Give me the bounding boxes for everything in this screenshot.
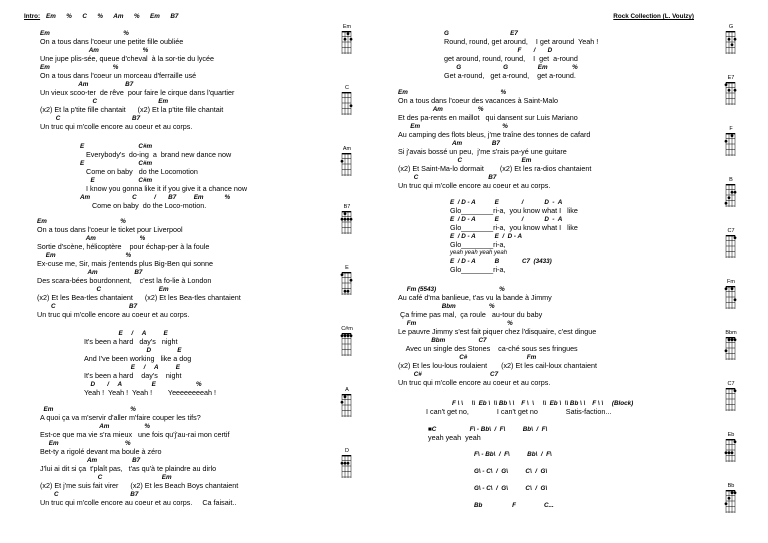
chord-diagram-a [340,387,354,419]
chord-line: E / A E [80,330,168,337]
chord-nut [726,439,735,440]
chord-diagram-e [340,265,354,297]
lyric-line: Everybody's do-ing a brand new dance now [86,150,232,159]
lyric-line: Round, round, get around, I get around Yeah ! [444,37,599,46]
chord-diagram-name: G [728,24,734,30]
lyric-line: On a tous dans l'coeur un morceau d'ferraille usé [40,71,197,80]
chord-line: C Em [37,286,169,293]
chord-diagram-name: E [345,265,349,271]
chord-diagram-f [724,126,738,158]
finger-dot [731,451,734,454]
chord-line: Am % [37,235,146,242]
chord-nut [726,337,735,338]
chord-diagram-c7 [724,381,738,413]
chord-line: E / A E [80,364,180,371]
lyric-line: Un truc qui m'colle encore au coeur et au corps. [398,181,551,190]
chord-line: Am % [398,106,484,113]
chord-nut [342,455,351,456]
chord-grid [340,332,354,358]
chord-grid [724,81,738,107]
lyric-line: Le pauvre Jimmy s'est fait piquer chez l'disquaire, c'est dingue [398,327,597,336]
lyric-line: It's been a hard day's night [84,337,178,346]
chord-line: E C#m [80,160,153,167]
chord-nut [342,153,351,154]
chord-grid [724,489,738,515]
chord-line: Bb F C... [474,502,554,509]
finger-dot [734,389,737,392]
finger-dot [344,334,347,337]
lyric-line: Ça frime pas mal, ça roule au-tour du baby [398,310,543,319]
finger-dot [341,334,344,337]
finger-dot [734,298,737,301]
lyric-line: Avec un single des Stones ca-ché sous ses fringues [398,344,578,353]
chord-line: Em % [40,406,136,413]
chord-line: Em % [398,123,508,130]
finger-dot [731,287,734,290]
lyric-line: I know you gonna like it if you give it a chance now [86,184,248,193]
chord-diagram-bbm [724,330,738,362]
chord-line: Am % [40,47,149,54]
lyric-line: Get a-round, get a-round, get a-round. [444,71,576,80]
finger-dot [341,218,344,221]
finger-dot [341,401,344,404]
chord-line: Am B7 [37,269,143,276]
chord-diagram-name: B7 [343,204,351,210]
chord-nut [726,235,735,236]
chord-grid [340,91,354,117]
lyric-line: Est-ce que ma vie s'ra mieux une fois qu'j'au-rai mon certif [40,430,230,439]
chord-nut [342,31,351,32]
lyric-line: Ex-cuse me, Sir, mais j'entends plus Big-Ben qui sonne [37,259,213,268]
chord-diagram-em [340,24,354,56]
finger-dot [731,338,734,341]
chord-nut [342,272,351,273]
finger-dot [347,290,350,293]
lyric-line: Come on baby do the Loco-motion. [86,201,207,210]
chord-line: Bbm % [398,303,495,310]
chord-line: E C#m [80,143,153,150]
finger-dot [734,89,737,92]
chord-nut [726,133,735,134]
chord-line: F \ \ \\ Eb \ \\ Bb \ \ F \ \ \\ Eb \ \\ Bb \ \ F \ \ (Block) [452,400,634,407]
lyric-line: Au camping des flots bleus, j'me traîne des tonnes de cafard [398,130,591,139]
chord-line: G E7 [444,30,518,37]
chord-diagram-b7 [340,204,354,236]
lyric-line: And I've been working like a dog [84,354,192,363]
chord-diagram-name: Em [342,24,352,30]
chord-nut [726,82,735,83]
chord-diagram-name: A [345,387,349,393]
finger-dot [728,338,731,341]
chord-line: F\ - Bb\ / F\ Bb\ / F\ [474,451,552,458]
finger-dot [734,38,737,41]
chord-diagram-name: F [729,126,733,132]
chord-line: Am B7 [40,457,141,464]
lyric-line: Glo________ri-a, [450,265,506,274]
chord-grid [724,234,738,260]
chord-diagram-g [724,24,738,56]
chord-line: C B7 [40,491,139,498]
chord-line: Em % [40,440,131,447]
finger-dot [350,334,353,337]
finger-dot [734,491,737,494]
lyric-line: A quoi ça va m'servir d'aller m'faire couper les tifs? [40,413,201,422]
lyric-line: Un truc qui m'colle encore au coeur et au corps. [398,378,551,387]
finger-dot [347,32,350,35]
intro-label: Intro: [24,13,41,20]
chord-diagram-name: E7 [727,75,735,81]
chord-line: D / A E % [80,381,202,388]
chord-line: D E [80,347,182,354]
finger-dot [341,462,344,465]
lyric-line: J'lui ai dit si ça t'plaît pas, t'as qu'à te plaindre au dirlo [40,464,217,473]
lyric-line: Come on baby do the Locomotion [86,167,198,176]
chord-line: Am C / B7 Em % [80,194,231,201]
chord-diagram-fm [724,279,738,311]
lyric-line: On a tous dans l'coeur le ticket pour Liverpool [37,225,183,234]
chord-diagram-name: Bbm [725,330,737,336]
finger-dot [728,451,731,454]
chord-line: Fm (5543) % [398,286,505,293]
chord-grid [340,393,354,419]
chord-nut [342,211,351,212]
finger-dot [344,395,347,398]
finger-dot [734,440,737,443]
lyric-line: Yeah ! Yeah ! Yeah ! Yeeeeeeeeah ! [84,388,217,397]
chord-diagram-name: Fm [727,279,735,285]
chord-line: E / D - A E / D - A [450,216,563,223]
finger-dot [347,334,350,337]
lyric-line: On a tous dans l'coeur des vacances à Saint-Malo [398,96,558,105]
lyric-line: (x2) Et la p'tite fille chantait (x2) Et la p'tite fille chantait [40,105,224,114]
chord-nut [726,31,735,32]
lyric-line: Un truc qui m'colle encore au coeur et au corps. [37,310,190,319]
chord-diagram-c [340,85,354,117]
intro-chords: Em % C % Am % Em B7 [46,13,179,20]
finger-dot [734,191,737,194]
chord-diagram-d [340,448,354,480]
finger-dot [728,89,731,92]
chord-grid [340,152,354,178]
lyric-line: Glo________ri-a, you know what I like [450,206,578,215]
chord-nut [726,388,735,389]
chord-line: ■C F\ - Bb\ / F\ Bb\ / F\ [428,426,548,433]
lyric-line: Si j'avais bossé un peu, j'me s'rais pa-yé une guitare [398,147,567,156]
chord-nut [342,92,351,93]
finger-dot [725,83,728,86]
chord-line: Am B7 [398,140,500,147]
chord-nut [342,394,351,395]
lyric-line: Des scara-bées bourdonnent, c'est la fo-lie à London [37,276,212,285]
finger-dot [731,134,734,137]
finger-dot [734,236,737,239]
finger-dot [344,462,347,465]
finger-dot [725,140,728,143]
finger-dot [350,218,353,221]
finger-dot [725,202,728,205]
lyric-line: On a tous dans l'coeur une petite fille oubliée [40,37,184,46]
chord-diagram-name: Am [342,146,352,152]
chord-diagram-name: D [345,448,349,454]
chord-grid [724,336,738,362]
finger-dot [731,491,734,494]
lyric-line: Glo________ri-a, you know what I like [450,223,578,232]
chord-line: Am % [40,423,150,430]
chord-grid [340,271,354,297]
chord-line: C Em [398,157,532,164]
chord-diagram-csharpm [340,326,354,358]
lyric-line: Bet-ty a rigolé devant ma boule à zéro [40,447,162,456]
chord-line: F / D [444,47,553,54]
chord-diagram-name: Bb [727,483,735,489]
chord-grid [340,454,354,480]
finger-dot [728,38,731,41]
finger-dot [341,273,344,276]
finger-dot [350,104,353,107]
lyric-line: Sortie d'scène, hélicoptère pour échap-per à la foule [37,242,210,251]
chord-diagram-am [340,146,354,178]
finger-dot [731,43,734,46]
finger-dot [725,349,728,352]
chord-diagram-name: B [729,177,733,183]
chord-grid [724,132,738,158]
lyric-line: Un truc qui m'colle encore au coeur et au corps. [40,122,193,131]
finger-dot [341,160,344,163]
finger-dot [728,497,731,500]
finger-dot [344,38,347,41]
lyric-line: Une jupe plis-sée, queue d'cheval à la sor-tie du lycée [40,54,214,63]
lyric-line: Et des pa-rents en maillot qui dansent sur Luis Mariano [398,113,578,122]
chord-diagram-name: C#m [341,326,353,332]
chord-line: E / D - A E / D - A [450,199,563,206]
chord-line: C# C7 [398,371,499,378]
chord-nut [726,286,735,287]
chord-diagram-name: C7 [727,228,735,234]
chord-diagram-b [724,177,738,209]
chord-diagram-e7 [724,75,738,107]
finger-dot [731,191,734,194]
chord-line: E / D - A E / D - A [450,233,523,240]
chord-line: Em % [37,252,132,259]
finger-dot [350,279,353,282]
lyric-line: get around, round, round, I get a-round [444,54,578,63]
finger-dot [350,38,353,41]
finger-dot [344,218,347,221]
chord-nut [342,333,351,334]
lyric-line: Un vieux scoo-ter de rêve pour faire le cirque dans l'quartier [40,88,235,97]
lyric-line: Au café d'ma banlieue, t'as vu la bande à Jimmy [398,293,552,302]
chord-diagram-eb [724,432,738,464]
chord-line: E C#m [80,177,153,184]
chord-line: C B7 [40,115,141,122]
chord-line: Em % [40,30,129,37]
chord-line: C Em [40,474,172,481]
chord-line: Em % [40,64,119,71]
finger-dot [725,287,728,290]
chord-line: Em % [37,218,126,225]
chord-line: Fm % [398,320,513,327]
chord-nut [726,490,735,491]
chord-grid [724,285,738,311]
finger-dot [347,218,350,221]
chord-grid [340,30,354,56]
chord-line: G G Em % [444,64,578,71]
lyric-line: (x2) Et j'me suis fait virer (x2) Et les Beach Boys chantaient [40,481,239,490]
lyric-line: I can't get no, I can't get no Satis-faction... [426,407,612,416]
lyric-line: (x2) Et Saint-Ma-lo dormait (x2) Et les ra-dios chantaient [398,164,592,173]
chord-line: Bbm C7 [398,337,487,344]
lyric-line: yeah yeah yeah [428,433,481,442]
chord-line: C B7 [398,174,497,181]
collection-title: Rock Collection (L. Voulzy) [613,13,694,20]
lyric-line: It's been a hard day's night [84,371,182,380]
chord-line: Em % [398,89,507,96]
chord-grid [340,210,354,236]
chord-line: G\ - C\ / G\ C\ / G\ [474,468,548,475]
chord-diagram-name: C7 [727,381,735,387]
finger-dot [344,212,347,215]
chord-diagram-name: C [345,85,349,91]
chord-grid [724,387,738,413]
chord-line: C Em [40,98,169,105]
chord-diagram-bb [724,483,738,515]
chord-grid [724,438,738,464]
lyric-line: (x2) Et les lou-lous roulaient (x2) Et les cail-loux chantaient [398,361,597,370]
lyric-line: Un truc qui m'colle encore au coeur et au corps. Ca faisait.. [40,498,237,507]
lyric-line: yeah yeah yeah yeah [450,250,508,256]
chord-line: Am B7 [40,81,134,88]
chord-diagram-c7 [724,228,738,260]
lyric-line: (x2) Et les Bea-tles chantaient (x2) Et les Bea-tles chantaient [37,293,241,302]
lyric-line: Glo________ri-a, [450,240,506,249]
chord-line: C B7 [37,303,138,310]
chord-grid [724,30,738,56]
chord-line: C# Fm [398,354,537,361]
finger-dot [725,502,728,505]
finger-dot [734,338,737,341]
chord-diagram-name: Eb [727,432,735,438]
finger-dot [344,290,347,293]
chord-line: E / D - A B C7 (3433) [450,258,552,265]
chord-nut [726,184,735,185]
finger-dot [725,451,728,454]
finger-dot [347,462,350,465]
chord-line: G\ - C\ / G\ C\ / G\ [474,485,548,492]
finger-dot [728,196,731,199]
chord-grid [724,183,738,209]
